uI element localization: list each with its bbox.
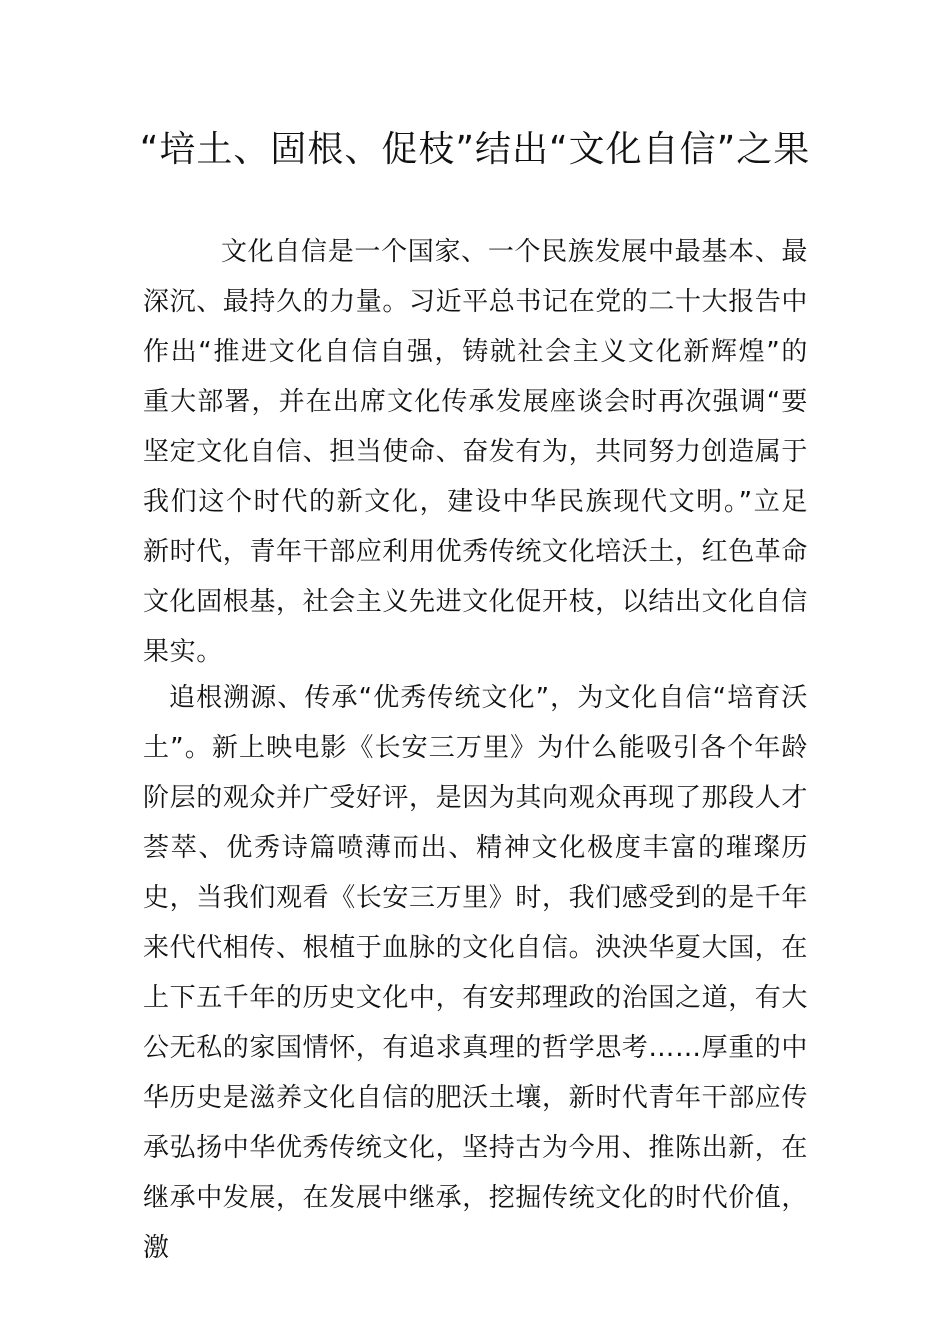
paragraph-1: 文化自信是一个国家、一个民族发展中最基本、最深沉、最持久的力量。习近平总书记在党的二十大报告中作出“推进文化自信自强，铸就社会主义文化新辉煌”的重大部署，并在出席文化传承发展座谈会时再次强调“要坚定文化自信、担当使命、奋发有为，共同努力创造属于我们这个时代的新文化，建设中华民族现代文明。”立足新时代，青年干部应利用优秀传统文化培沃土，红色革命文化固根基，社会主义先进文化促开枝，以结出文化自信果实。: [143, 237, 809, 667]
paragraph-2: 追根溯源、传承“优秀传统文化”，为文化自信“培育沃土”。新上映电影《长安三万里》为什么能吸引各个年龄阶层的观众并广受好评，是因为其向观众再现了那段人才荟萃、优秀诗篇喷薄而出、精神文化极度丰富的璀璨历史，当我们观看《长安三万里》时，我们感受到的是千年来代代相传、根植于血脉的文化自信。泱泱华夏大国，在上下五千年的历史文化中，有安邦理政的治国之道，有大公无私的家国情怀，有追求真理的哲学思考……厚重的中华历史是滋养文化自信的肥沃土壤，新时代青年干部应传承弘扬中华优秀传统文化，坚持古为今用、推陈出新，在继承中发展，在发展中继承，挖掘传统文化的时代价值，激: [143, 683, 809, 1263]
document-title: “培土、固根、促枝”结出“文化自信”之果: [139, 129, 811, 170]
